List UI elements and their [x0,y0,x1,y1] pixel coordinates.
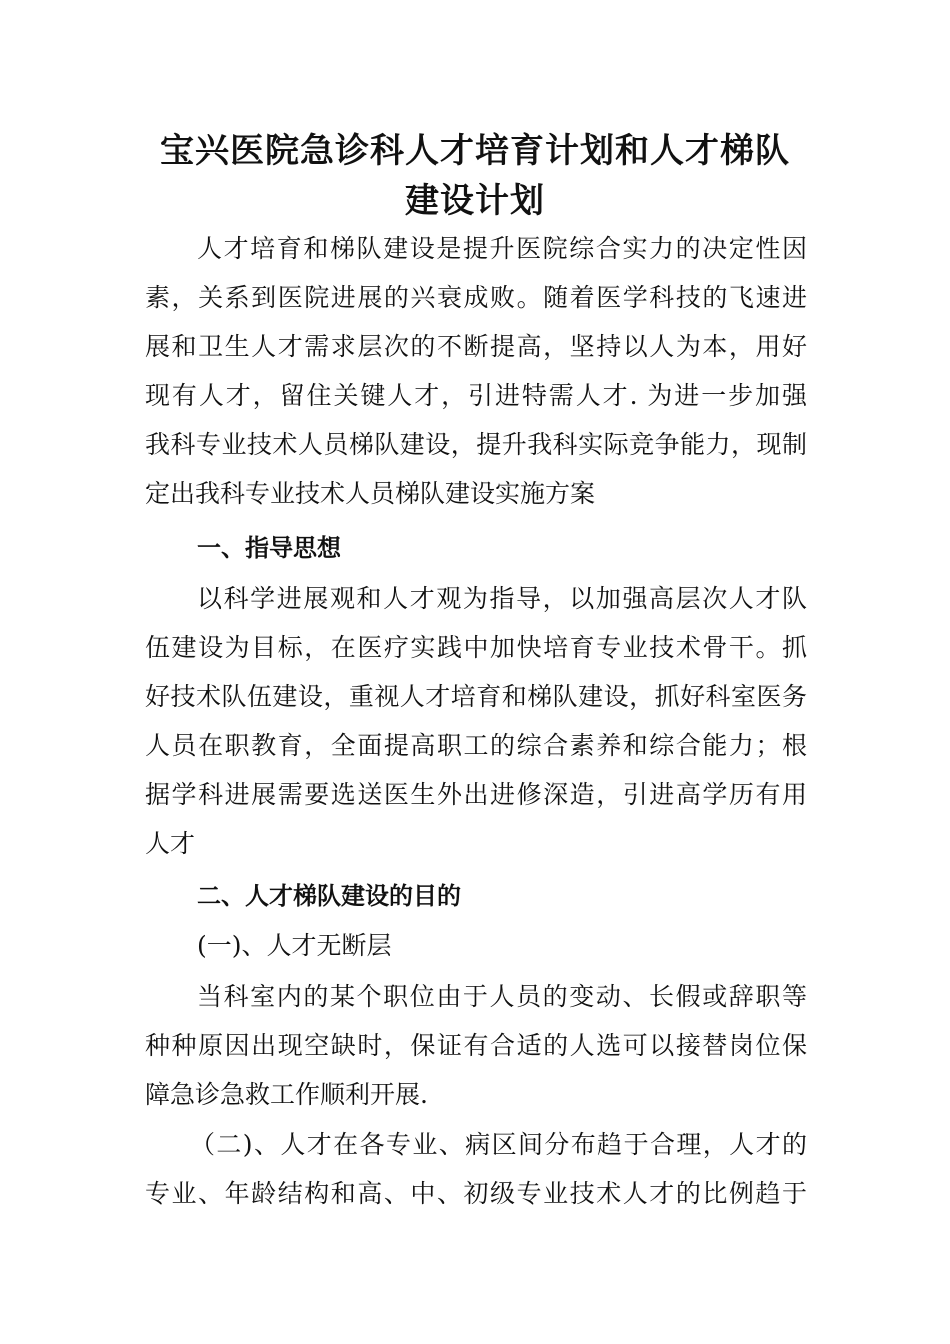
subsection2-line: （二)、人才在各专业、病区间分布趋于合理，人才的 [190,1130,807,1159]
section1-line: 好技术队伍建设，重视人才培育和梯队建设，抓好科室医务 [145,682,807,711]
section-heading-guiding-ideology: 一、指导思想 [197,534,341,562]
intro-line: 我科专业技术人员梯队建设，提升我科实际竞争能力，现制 [145,430,807,459]
intro-line: 现有人才，留住关键人才，引进特需人才. 为进一步加强 [145,381,807,410]
subsection-heading-no-gap: (一)、人才无断层 [197,931,392,960]
intro-line: 素，关系到医院进展的兴衰成败。随着医学科技的飞速进 [145,283,807,312]
document-title-line-2: 建设计划 [405,181,545,221]
section1-line: 人才 [145,829,196,858]
intro-line: 展和卫生人才需求层次的不断提高，坚持以人为本，用好 [145,332,807,361]
section-heading-purpose: 二、人才梯队建设的目的 [197,882,461,910]
subsection1-line: 当科室内的某个职位由于人员的变动、长假或辞职等 [197,982,807,1011]
section1-line: 伍建设为目标，在医疗实践中加快培育专业技术骨干。抓 [145,633,807,662]
subsection1-line: 种种原因出现空缺时，保证有合适的人选可以接替岗位保 [145,1031,807,1060]
subsection2-line: 专业、年龄结构和高、中、初级专业技术人才的比例趋于 [145,1179,807,1208]
subsection1-line: 障急诊急救工作顺利开展. [145,1080,428,1109]
intro-line: 人才培育和梯队建设是提升医院综合实力的决定性因 [197,234,807,263]
section1-line: 以科学进展观和人才观为指导，以加强高层次人才队 [197,584,807,613]
section1-line: 据学科进展需要选送医生外出进修深造，引进高学历有用 [145,780,807,809]
document-title-line-1: 宝兴医院急诊科人才培育计划和人才梯队 [160,131,790,171]
intro-line: 定出我科专业技术人员梯队建设实施方案 [145,479,596,508]
section1-line: 人员在职教育，全面提高职工的综合素养和综合能力；根 [145,731,807,760]
